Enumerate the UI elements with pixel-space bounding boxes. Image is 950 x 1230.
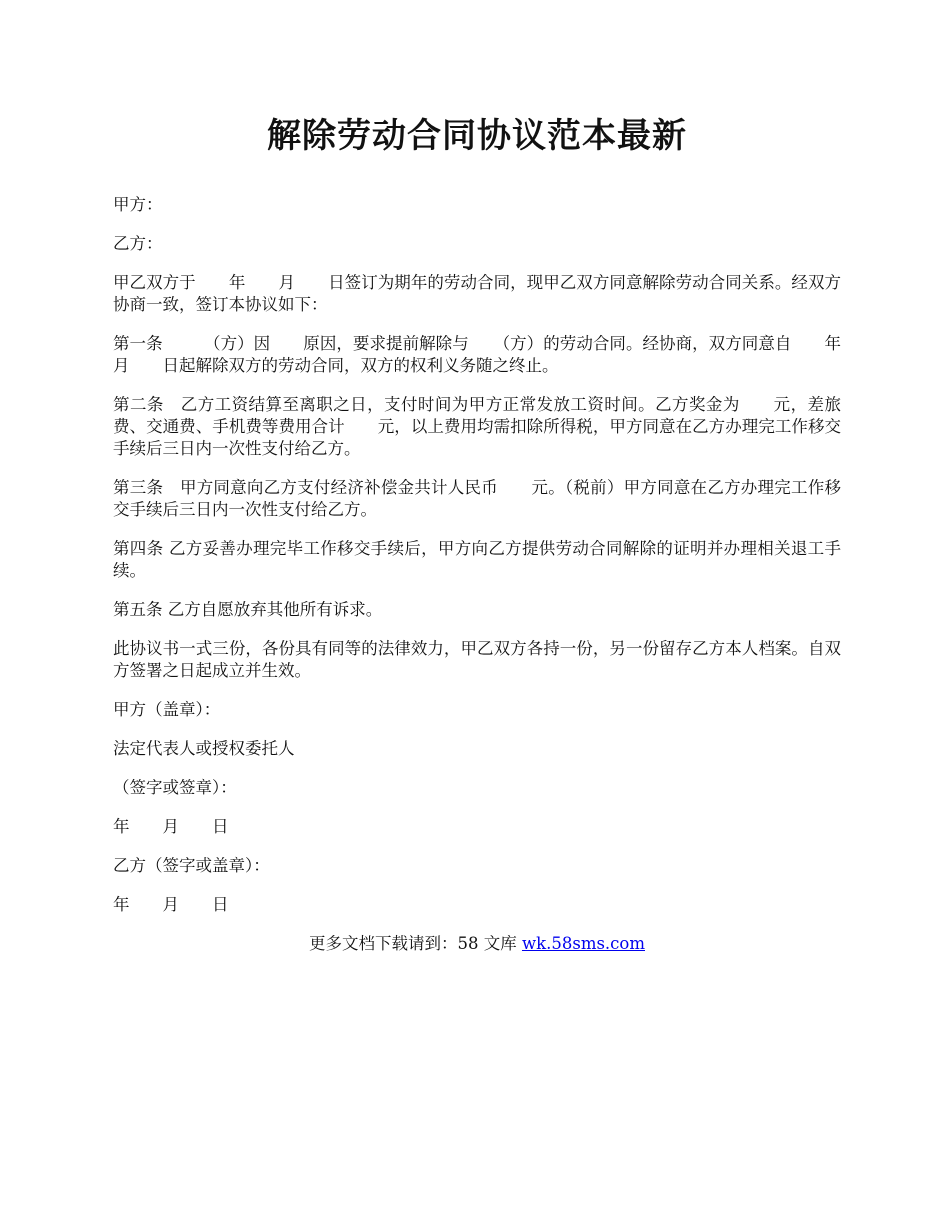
- article-2: 第二条 乙方工资结算至离职之日，支付时间为甲方正常发放工资时间。乙方奖金为 元，差旅费、交通费、手机费等费用合计 元，以上费用均需扣除所得税，甲方同意在乙方办理完工作移交手续后三日内一次性支付给乙方。: [113, 395, 841, 458]
- signature-line: （签字或签章）：: [113, 778, 237, 797]
- legal-representative-line: 法定代表人或授权委托人: [113, 739, 295, 758]
- party-b-line: 乙方：: [113, 234, 163, 253]
- footer-prefix: 更多文档下载请到：58 文库: [308, 934, 522, 953]
- document-title: 解除劳动合同协议范本最新: [267, 116, 687, 156]
- party-a-line: 甲方：: [113, 195, 163, 214]
- validity-paragraph: 此协议书一式三份，各份具有同等的法律效力，甲乙双方各持一份，另一份留存乙方本人档案。自双方签署之日起成立并生效。: [113, 639, 841, 680]
- footer-link[interactable]: wk.58sms.com: [521, 934, 645, 953]
- article-4: 第四条 乙方妥善办理完毕工作移交手续后，甲方向乙方提供劳动合同解除的证明并办理相关退工手续。: [113, 539, 841, 580]
- party-b-date-line: 年 月 日: [113, 895, 229, 914]
- download-footer: [113, 933, 841, 955]
- document-page: [113, 110, 874, 955]
- party-a-seal-line: 甲方（盖章）：: [113, 700, 221, 719]
- article-3: 第三条 甲方同意向乙方支付经济补偿金共计人民币 元。（税前）甲方同意在乙方办理完工作移交手续后三日内一次性支付给乙方。: [113, 478, 841, 519]
- article-1: 第一条 （方）因 原因，要求提前解除与 （方）的劳动合同。经协商，双方同意自 年 月 日起解除双方的劳动合同，双方的权利义务随之终止。: [113, 334, 874, 375]
- article-5: 第五条 乙方自愿放弃其他所有诉求。: [113, 600, 383, 619]
- party-a-date-line: 年 月 日: [113, 817, 229, 836]
- intro-paragraph: 甲乙双方于 年 月 日签订为期年的劳动合同，现甲乙双方同意解除劳动合同关系。经双方协商一致，签订本协议如下：: [113, 273, 841, 314]
- party-b-signature-line: 乙方（签字或盖章）：: [113, 856, 270, 875]
